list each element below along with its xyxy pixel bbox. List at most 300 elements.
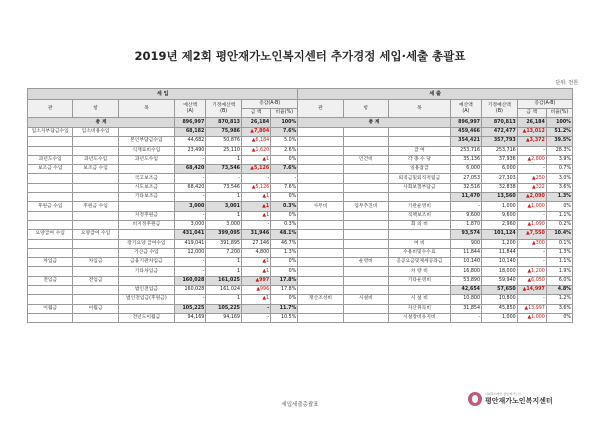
revenue-a-cell: 431,041	[174, 230, 205, 239]
expense-b-cell: 6,000	[482, 165, 518, 174]
total-label: 총 계	[28, 118, 175, 128]
expense-mok-cell: 일용잡급	[389, 165, 451, 174]
expense-p-cell: 1.3%	[546, 248, 572, 257]
col-ratio-exp: 비율(%)	[546, 109, 572, 118]
expense-gwan-cell	[298, 174, 343, 183]
col-amount-exp: 금 액	[517, 109, 546, 118]
revenue-d-cell: ▲1,620	[242, 146, 271, 155]
expense-hang-cell: 업무추진비	[343, 202, 388, 211]
revenue-b-cell: 3,001	[206, 202, 242, 211]
revenue-gwan-cell	[28, 239, 73, 248]
revenue-d-cell: ▲7,804	[242, 128, 271, 137]
expense-gwan-cell: 재산조성비	[298, 295, 343, 304]
revenue-mok-cell: 과년도수입	[118, 155, 174, 164]
expense-gwan-cell	[298, 304, 343, 313]
expense-d-cell: ▲6,050	[517, 276, 546, 285]
expense-d-cell: ▲14,997	[517, 286, 546, 295]
revenue-d-cell: ▲5,126	[242, 165, 271, 174]
col-hang-exp: 항	[343, 100, 388, 118]
revenue-p-cell: 11.7%	[271, 304, 298, 313]
revenue-gwan-cell: 후원금 수입	[28, 202, 73, 211]
col-amount: 금 액	[242, 109, 271, 118]
revenue-mok-cell	[118, 128, 174, 137]
expense-d-cell: ▲1,090	[517, 220, 546, 229]
expense-d-cell: -	[517, 295, 546, 304]
revenue-mok-cell: 비지정후원금	[118, 220, 174, 229]
revenue-mok-cell	[118, 276, 174, 285]
revenue-hang-cell: 입소비용수입	[73, 128, 118, 137]
col-budget-a: 예산액 (A)	[174, 100, 205, 118]
expense-b-cell: 1,200	[482, 239, 518, 248]
revenue-b-cell: 3,000	[206, 220, 242, 229]
revenue-d-cell: ▲997	[242, 276, 271, 285]
table-row	[28, 146, 573, 155]
expense-b-cell: 10,140	[482, 258, 518, 267]
expense-gwan-cell	[298, 211, 343, 220]
table-row	[28, 304, 573, 313]
table-row	[28, 267, 573, 276]
revenue-d-cell: -	[242, 304, 271, 313]
expense-p-cell: 10.4%	[546, 230, 572, 239]
revenue-a-cell: 94,169	[174, 313, 205, 322]
expense-mok-cell	[389, 128, 451, 137]
expense-a-cell: 10,140	[450, 258, 481, 267]
expense-b-cell: 10,800	[482, 295, 518, 304]
revenue-mok-cell	[118, 230, 174, 239]
expense-a-cell: 354,421	[450, 137, 481, 146]
revenue-a-cell: -	[174, 211, 205, 220]
revenue-a-cell: 3,000	[174, 220, 205, 229]
expense-b-cell: 57,650	[482, 286, 518, 295]
revenue-a-cell: 160,028	[174, 286, 205, 295]
revenue-a-cell: -	[174, 155, 205, 164]
expense-b-cell: 2,960	[482, 220, 518, 229]
expense-gwan-cell	[298, 165, 343, 174]
revenue-hang-cell	[73, 193, 118, 202]
revenue-p-cell: 0%	[271, 193, 298, 202]
revenue-a-cell: 44,682	[174, 137, 205, 146]
revenue-p-cell: 0%	[271, 295, 298, 304]
revenue-hang-cell	[73, 146, 118, 155]
revenue-a-cell: -	[174, 193, 205, 202]
logo-icon	[468, 392, 482, 406]
total-rev-ratio: 100%	[271, 118, 298, 128]
expense-hang-cell: 인건비	[343, 155, 388, 164]
col-mok: 목	[118, 100, 174, 118]
expense-gwan-cell	[298, 267, 343, 276]
expense-gwan-cell	[298, 128, 343, 137]
revenue-hang-cell: 전입금	[73, 276, 118, 285]
expense-d-cell: -	[517, 211, 546, 220]
expense-p-cell: 0.2%	[546, 220, 572, 229]
revenue-b-cell: 50,876	[206, 137, 242, 146]
expense-b-cell: 32,838	[482, 183, 518, 192]
expense-d-cell: ▲7,550	[517, 230, 546, 239]
revenue-b-cell: 25,110	[206, 146, 242, 155]
expense-hang-cell	[343, 230, 388, 239]
revenue-hang-cell: 이월금	[73, 304, 118, 313]
revenue-a-cell: 12,000	[174, 248, 205, 257]
revenue-a-cell: 68,182	[174, 128, 205, 137]
expense-a-cell: 93,574	[450, 230, 481, 239]
expense-b-cell: 27,303	[482, 174, 518, 183]
revenue-a-cell: -	[174, 174, 205, 183]
revenue-a-cell: 160,028	[174, 276, 205, 285]
expense-d-cell: ▲1,200	[517, 267, 546, 276]
col-diff-exp: 증감(A-B)	[517, 100, 572, 109]
expense-hang-cell	[343, 165, 388, 174]
expense-p-cell: 51.2%	[546, 128, 572, 137]
revenue-hang-cell	[73, 211, 118, 220]
revenue-p-cell: 0%	[271, 258, 298, 267]
revenue-p-cell: 5.0%	[271, 137, 298, 146]
expense-b-cell: 37,936	[482, 155, 518, 164]
expense-gwan-cell	[298, 239, 343, 248]
revenue-b-cell: 399,095	[206, 230, 242, 239]
total-rev-diff: 26,184	[242, 118, 271, 128]
expense-d-cell: ▲2,090	[517, 193, 546, 202]
expense-mok-cell	[389, 286, 451, 295]
expense-gwan-cell	[298, 220, 343, 229]
expense-mok-cell: 여 비	[389, 239, 451, 248]
expense-b-cell: 101,124	[482, 230, 518, 239]
expense-a-cell: 1,870	[450, 220, 481, 229]
revenue-hang-cell	[73, 239, 118, 248]
expense-d-cell: ▲250	[517, 174, 546, 183]
revenue-d-cell: ▲1	[242, 211, 271, 220]
revenue-a-cell: 68,420	[174, 165, 205, 174]
column-header-row	[28, 100, 573, 109]
expense-hang-cell	[343, 248, 388, 257]
revenue-gwan-cell: 입소자부담금수입	[28, 128, 73, 137]
revenue-p-cell: 1.3%	[271, 248, 298, 257]
revenue-gwan-cell	[28, 146, 73, 155]
col-hang: 항	[73, 100, 118, 118]
revenue-gwan-cell: 보조금 수입	[28, 165, 73, 174]
revenue-b-cell: 161,024	[206, 286, 242, 295]
expense-p-cell: 0%	[546, 202, 572, 211]
revenue-hang-cell	[73, 174, 118, 183]
expense-d-cell: ▲1,000	[517, 313, 546, 322]
revenue-b-cell: 1	[206, 258, 242, 267]
expense-p-cell: 0.7%	[546, 165, 572, 174]
expense-mok-cell: 각 종 수 당	[389, 155, 451, 164]
revenue-b-cell: 94,169	[206, 313, 242, 322]
expense-a-cell: 53,890	[450, 276, 481, 285]
revenue-a-cell: -	[174, 295, 205, 304]
expense-a-cell: 11,470	[450, 193, 481, 202]
revenue-p-cell: 10.5%	[271, 313, 298, 322]
expense-p-cell: 1.3%	[546, 193, 572, 202]
revenue-p-cell: 0%	[271, 267, 298, 276]
expense-a-cell: -	[450, 313, 481, 322]
expense-p-cell: 0.1%	[546, 239, 572, 248]
revenue-d-cell: ▲1	[242, 193, 271, 202]
expense-hang-cell	[343, 137, 388, 146]
revenue-a-cell: 105,225	[174, 304, 205, 313]
expense-d-cell: ▲13,997	[517, 304, 546, 313]
revenue-p-cell: 7.6%	[271, 183, 298, 192]
expense-gwan-cell	[298, 248, 343, 257]
table-row	[28, 313, 573, 322]
expense-hang-cell	[343, 174, 388, 183]
expense-gwan-cell	[298, 230, 343, 239]
revenue-mok-cell: 국고보조금	[118, 174, 174, 183]
expense-p-cell: 1.1%	[546, 211, 572, 220]
revenue-gwan-cell	[28, 174, 73, 183]
expense-a-cell: 11,844	[450, 248, 481, 257]
revenue-d-cell: ▲6,184	[242, 137, 271, 146]
revenue-d-cell: 27,146	[242, 239, 271, 248]
expense-b-cell: 11,844	[482, 248, 518, 257]
footer-label: 세입세출총괄표	[281, 402, 319, 408]
table-row	[28, 174, 573, 183]
expense-mok-cell: 공공요금및제세공과금	[389, 258, 451, 267]
revenue-gwan-cell	[28, 137, 73, 146]
expense-a-cell: 42,654	[450, 286, 481, 295]
revenue-d-cell: ▲996	[242, 286, 271, 295]
expense-a-cell: 27,053	[450, 174, 481, 183]
revenue-d-cell: -	[242, 313, 271, 322]
expense-mok-cell: 시 설 비	[389, 295, 451, 304]
expense-b-cell: 1,000	[482, 202, 518, 211]
revenue-b-cell: 73,546	[206, 183, 242, 192]
logo-name: 평안재가노인복지센터	[485, 397, 553, 405]
revenue-mok-cell	[118, 304, 174, 313]
revenue-p-cell: 0%	[271, 211, 298, 220]
expense-a-cell: -	[450, 202, 481, 211]
expense-p-cell: 3.0%	[546, 174, 572, 183]
expense-hang-cell	[343, 211, 388, 220]
expense-hang-cell: 시설비	[343, 295, 388, 304]
revenue-b-cell: 1	[206, 193, 242, 202]
total-exp-a: 896,997	[450, 118, 481, 128]
expense-a-cell: 31,854	[450, 304, 481, 313]
revenue-hang-cell	[73, 286, 118, 295]
revenue-mok-cell: 기산금 수입	[118, 248, 174, 257]
revenue-gwan-cell: 전입금	[28, 276, 73, 285]
expense-p-cell: 3.9%	[546, 155, 572, 164]
expense-a-cell: 32,516	[450, 183, 481, 192]
revenue-gwan-cell: 요양급여 수입	[28, 230, 73, 239]
revenue-p-cell: 17.8%	[271, 276, 298, 285]
revenue-mok-cell: 전년도이월금	[118, 313, 174, 322]
expense-gwan-cell	[298, 155, 343, 164]
table-row	[28, 286, 573, 295]
expense-a-cell: 900	[450, 239, 481, 248]
revenue-gwan-cell	[28, 295, 73, 304]
table-row	[28, 128, 573, 137]
expense-d-cell: -	[517, 258, 546, 267]
expense-p-cell: 0%	[546, 313, 572, 322]
revenue-hang-cell	[73, 313, 118, 322]
revenue-gwan-cell	[28, 220, 73, 229]
revenue-header: 세 입	[28, 89, 298, 100]
revenue-mok-cell: 기타차입금	[118, 267, 174, 276]
col-diff: 증감(A-B)	[242, 100, 298, 109]
revenue-mok-cell: 기타보조금	[118, 193, 174, 202]
table-row	[28, 220, 573, 229]
expense-gwan-cell	[298, 183, 343, 192]
expense-d-cell: ▲322	[517, 183, 546, 192]
total-row	[28, 118, 573, 128]
revenue-mok-cell: 금융기관차입금	[118, 258, 174, 267]
revenue-d-cell: ▲1	[242, 295, 271, 304]
revenue-b-cell: -	[206, 174, 242, 183]
expense-b-cell: 357,793	[482, 137, 518, 146]
col-budget-a-exp: 예산액 (A)	[450, 100, 481, 118]
expense-a-cell: 10,800	[450, 295, 481, 304]
revenue-gwan-cell	[28, 193, 73, 202]
revenue-mok-cell: 지정후원금	[118, 211, 174, 220]
revenue-b-cell: 73,546	[206, 165, 242, 174]
expense-d-cell: ▲1,000	[517, 202, 546, 211]
expense-d-cell: -	[517, 146, 546, 155]
revenue-mok-cell: 장기요양 급여수입	[118, 239, 174, 248]
expense-a-cell: 253,716	[450, 146, 481, 155]
expense-d-cell: ▲13,012	[517, 128, 546, 137]
budget-summary-table	[27, 88, 573, 323]
revenue-b-cell: 1	[206, 295, 242, 304]
total-exp-ratio: 100%	[546, 118, 572, 128]
expense-hang-cell	[343, 193, 388, 202]
table-row	[28, 276, 573, 285]
revenue-b-cell: 7,200	[206, 248, 242, 257]
expense-p-cell: 28.3%	[546, 146, 572, 155]
revenue-a-cell: 419,041	[174, 239, 205, 248]
revenue-hang-cell	[73, 295, 118, 304]
revenue-p-cell: 46.7%	[271, 239, 298, 248]
revenue-p-cell: 0.3%	[271, 220, 298, 229]
revenue-a-cell: 3,000	[174, 202, 205, 211]
expense-a-cell: 9,600	[450, 211, 481, 220]
revenue-mok-cell: 법인전입금(후원금)	[118, 295, 174, 304]
expense-d-cell: -	[517, 165, 546, 174]
expense-b-cell: 59,940	[482, 276, 518, 285]
revenue-hang-cell	[73, 220, 118, 229]
revenue-p-cell: 0.3%	[271, 202, 298, 211]
table-row	[28, 239, 573, 248]
expense-p-cell: 3.6%	[546, 183, 572, 192]
revenue-d-cell: -	[242, 220, 271, 229]
revenue-hang-cell: 보조금 수입	[73, 165, 118, 174]
expense-b-cell: 472,477	[482, 128, 518, 137]
expense-mok-cell: 퇴직금및퇴직적립금	[389, 174, 451, 183]
expense-mok-cell: 시설장비유지비	[389, 313, 451, 322]
revenue-p-cell: 48.1%	[271, 230, 298, 239]
revenue-gwan-cell	[28, 313, 73, 322]
total-exp-diff: 26,184	[517, 118, 546, 128]
expense-hang-cell: 운영비	[343, 258, 388, 267]
revenue-mok-cell: 법인전입금	[118, 286, 174, 295]
col-gwan: 관	[28, 100, 73, 118]
expense-b-cell: 18,000	[482, 267, 518, 276]
revenue-hang-cell	[73, 248, 118, 257]
revenue-mok-cell	[118, 202, 174, 211]
expense-p-cell: 39.5%	[546, 137, 572, 146]
expense-p-cell: 1.2%	[546, 295, 572, 304]
expense-mok-cell: 직책보조비	[389, 211, 451, 220]
expense-gwan-cell	[298, 313, 343, 322]
revenue-b-cell: 1	[206, 267, 242, 276]
revenue-mok-cell: 시도보조금	[118, 183, 174, 192]
revenue-gwan-cell	[28, 248, 73, 257]
expense-hang-cell	[343, 276, 388, 285]
revenue-d-cell: ▲5,126	[242, 183, 271, 192]
expense-mok-cell	[389, 193, 451, 202]
revenue-p-cell: 2.6%	[271, 146, 298, 155]
expense-mok-cell: 차 량 비	[389, 267, 451, 276]
expense-mok-cell: 자산취득비	[389, 304, 451, 313]
section-header-row	[28, 89, 573, 100]
expense-gwan-cell: 사무비	[298, 202, 343, 211]
expense-b-cell: 13,560	[482, 193, 518, 202]
expense-hang-cell	[343, 267, 388, 276]
col-mok-exp: 목	[389, 100, 451, 118]
revenue-gwan-cell	[28, 211, 73, 220]
revenue-b-cell: 1	[206, 155, 242, 164]
revenue-b-cell: 1	[206, 211, 242, 220]
expense-mok-cell: 급 여	[389, 146, 451, 155]
total-label-exp: 총 계	[298, 118, 450, 128]
revenue-gwan-cell: 과년도수입	[28, 155, 73, 164]
revenue-gwan-cell	[28, 267, 73, 276]
revenue-b-cell: 161,025	[206, 276, 242, 285]
table-row	[28, 202, 573, 211]
table-row	[28, 230, 573, 239]
expense-d-cell: ▲300	[517, 239, 546, 248]
revenue-d-cell: ▲1	[242, 267, 271, 276]
revenue-a-cell: -	[174, 267, 205, 276]
revenue-gwan-cell	[28, 286, 73, 295]
revenue-hang-cell: 요양급여 수입	[73, 230, 118, 239]
expense-hang-cell	[343, 239, 388, 248]
revenue-a-cell: 23,490	[174, 146, 205, 155]
revenue-p-cell: 17.8%	[271, 286, 298, 295]
expense-mok-cell: 수용비및수수료	[389, 248, 451, 257]
revenue-d-cell: -	[242, 174, 271, 183]
revenue-gwan-cell	[28, 183, 73, 192]
revenue-d-cell: ▲1	[242, 258, 271, 267]
revenue-hang-cell	[73, 137, 118, 146]
expense-p-cell: 6.0%	[546, 276, 572, 285]
expense-mok-cell: 기관운영비	[389, 202, 451, 211]
expense-p-cell: 4.8%	[546, 286, 572, 295]
expense-d-cell: -	[517, 248, 546, 257]
revenue-d-cell: 4,800	[242, 248, 271, 257]
expense-hang-cell	[343, 220, 388, 229]
revenue-hang-cell	[73, 183, 118, 192]
revenue-d-cell: ▲1	[242, 202, 271, 211]
expense-a-cell: 16,800	[450, 267, 481, 276]
expense-mok-cell	[389, 230, 451, 239]
revenue-d-cell: 31,946	[242, 230, 271, 239]
table-row	[28, 165, 573, 174]
revenue-hang-cell	[73, 267, 118, 276]
expense-p-cell: 1.1%	[546, 258, 572, 267]
revenue-mok-cell: 본인부담금수입	[118, 137, 174, 146]
total-rev-a: 896,997	[174, 118, 205, 128]
revenue-hang-cell: 후원금 수입	[73, 202, 118, 211]
expense-hang-cell	[343, 313, 388, 322]
expense-b-cell: 9,600	[482, 211, 518, 220]
expense-d-cell: ▲2,800	[517, 155, 546, 164]
revenue-p-cell: -	[271, 174, 298, 183]
expense-hang-cell	[343, 128, 388, 137]
expense-a-cell: 459,466	[450, 128, 481, 137]
col-budget-b: 기정예산액 (B)	[206, 100, 242, 118]
expense-a-cell: 6,000	[450, 165, 481, 174]
